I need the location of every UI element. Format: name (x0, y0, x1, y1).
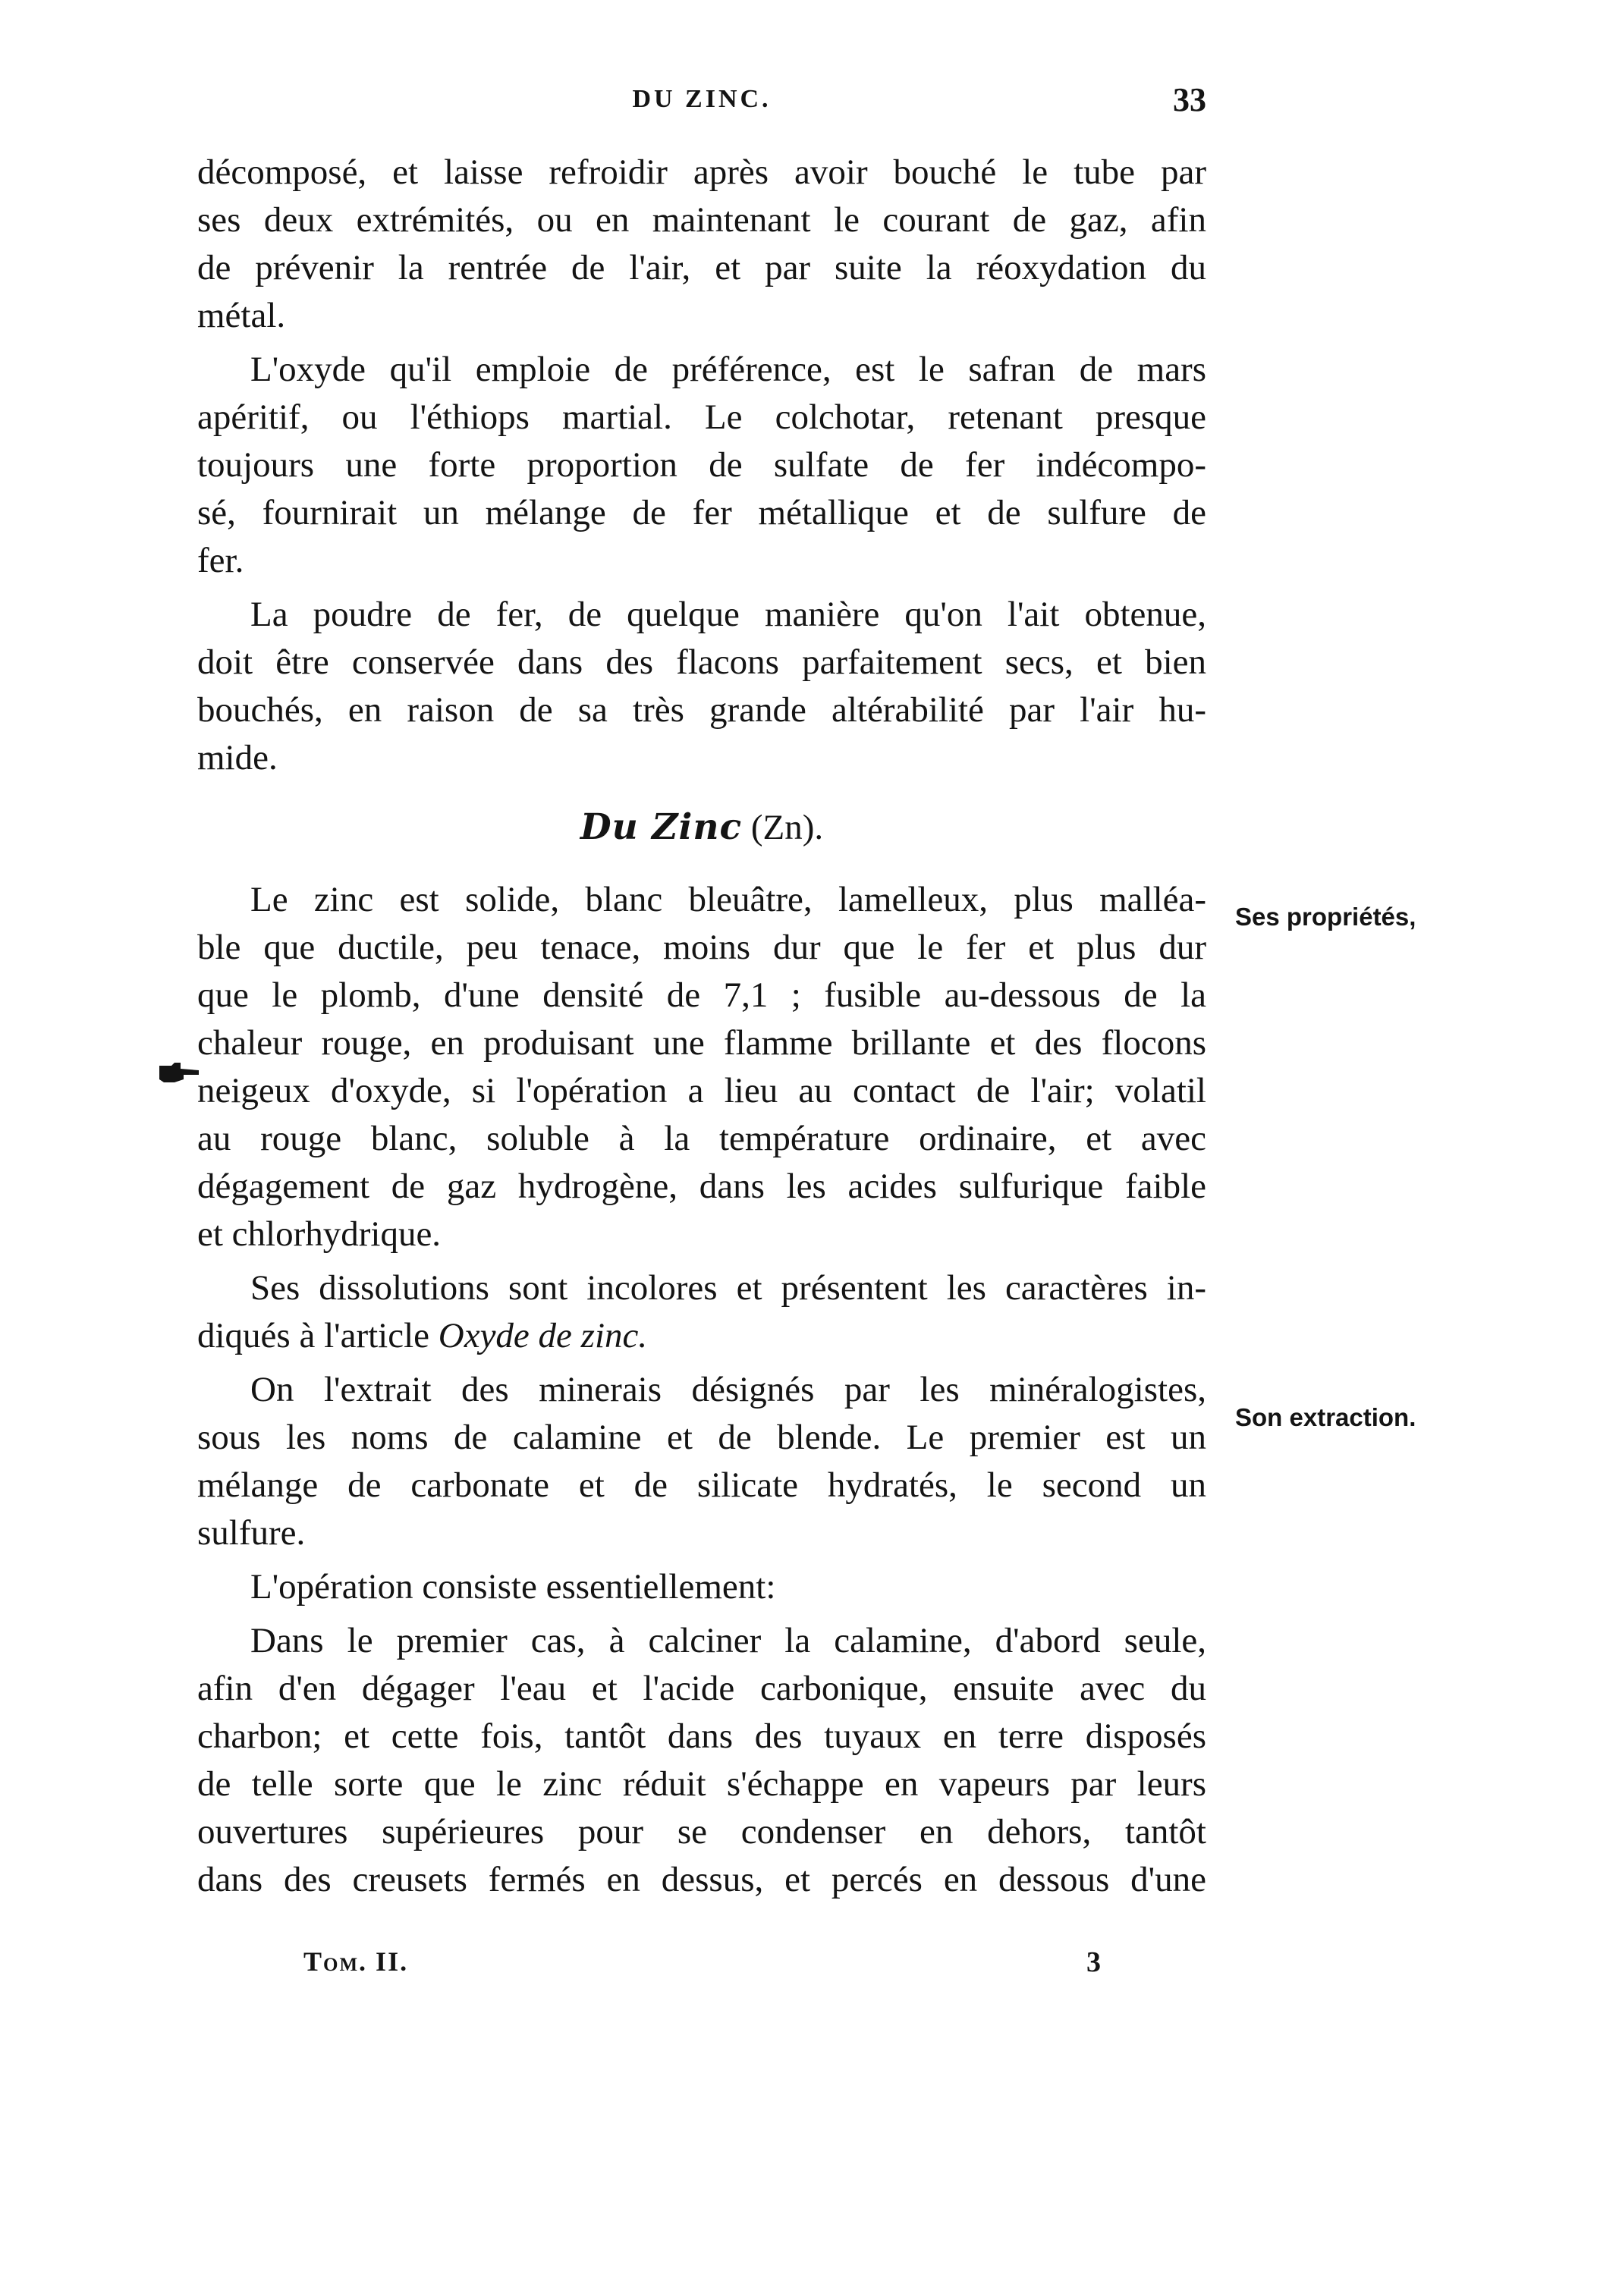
section-heading (197, 782, 1206, 858)
signature-mark: Tom. II. (303, 1946, 409, 1977)
text-line: sous les noms de calamine et de blende. Le premier est un (197, 1418, 1206, 1457)
text-line: fer. (197, 541, 244, 580)
text-line: et chlorhydrique. (197, 1214, 442, 1254)
text-line: ouvertures supérieures pour se condenser en dehors, tantôt (197, 1812, 1206, 1852)
text-line: sé, fournirait un mélange de fer métallique et de sulfure de (197, 493, 1206, 532)
text-line: Ses dissolutions sont incolores et présentent les caractères in- (250, 1268, 1206, 1308)
text-line: de telle sorte que le zinc réduit s'échappe en vapeurs par leurs (197, 1764, 1206, 1804)
italic-reference: Oxyde de zinc. (438, 1316, 648, 1355)
text-line: L'oxyde qu'il emploie de préférence, est le safran de mars (250, 350, 1206, 389)
text-line: afin d'en dégager l'eau et l'acide carbonique, ensuite avec du (197, 1669, 1206, 1708)
page-header (197, 81, 1206, 130)
text-line (197, 1312, 1206, 1360)
text-line: charbon; et cette fois, tantôt dans des tuyaux en terre disposés (197, 1717, 1206, 1756)
text-line: bouchés, en raison de sa très grande altérabilité par l'air hu- (197, 690, 1206, 730)
text-line: dans des creusets fermés en dessus, et percés en dessous d'une (197, 1860, 1206, 1899)
text-line: apéritif, ou l'éthiops martial. Le colchotar, retenant presque (197, 397, 1206, 437)
paragraph-poudre (197, 591, 1206, 782)
page-footer (303, 1946, 1138, 1991)
paragraph-extraction (197, 1366, 1206, 1557)
paragraph-oxyde (197, 346, 1206, 585)
text-fragment: diqués à l'article (197, 1316, 439, 1355)
text-line: de prévenir la rentrée de l'air, et par suite la réoxydation du (197, 248, 1206, 287)
text-line: doit être conservée dans des flacons parfaitement secs, et bien (197, 642, 1206, 682)
text-line: dégagement de gaz hydrogène, dans les acides sulfurique faible (197, 1167, 1206, 1206)
text-line: ble que ductile, peu tenace, moins dur que le fer et plus dur (197, 928, 1206, 967)
text-line: au rouge blanc, soluble à la température ordinaire, et avec (197, 1119, 1206, 1158)
text-line: Dans le premier cas, à calciner la calamine, d'abord seule, (250, 1621, 1206, 1660)
text-line: L'opération consiste essentiellement: (250, 1567, 776, 1607)
paragraph-premier-cas (197, 1617, 1206, 1904)
page-number: 33 (1173, 81, 1206, 118)
text-line: neigeux d'oxyde, si l'opération a lieu au contact de l'air; volatil (197, 1071, 1206, 1110)
text-line: ses deux extrémités, ou en maintenant le courant de gaz, afin (197, 200, 1206, 240)
text-line: décomposé, et laisse refroidir après avoir bouché le tube par (197, 152, 1206, 192)
paragraph-dissolutions (197, 1264, 1206, 1360)
text-line: mélange de carbonate et de silicate hydratés, le second un (197, 1465, 1206, 1505)
text-line: Le zinc est solide, blanc bleuâtre, lamelleux, plus malléa- (250, 880, 1206, 919)
pointing-hand-icon (158, 1060, 200, 1085)
text-line: sulfure. (197, 1513, 306, 1553)
margin-note-properties: Ses propriétés, (1235, 903, 1416, 931)
text-line: On l'extrait des minerais désignés par les minéralogistes, (250, 1370, 1206, 1409)
margin-note-extraction: Son extraction. (1235, 1403, 1416, 1431)
paragraph-zinc-properties (197, 876, 1206, 1258)
paragraph-continuation (197, 149, 1206, 340)
running-title: DU ZINC. (632, 85, 772, 113)
text-line: toujours une forte proportion de sulfate de fer indécompo- (197, 445, 1206, 485)
text-line: que le plomb, d'une densité de 7,1 ; fusible au-dessous de la (197, 975, 1206, 1015)
paragraph-operation (197, 1563, 1206, 1611)
body-text (197, 149, 1206, 1904)
sheet-number: 3 (1086, 1946, 1101, 1978)
text-line: La poudre de fer, de quelque manière qu'on l'ait obtenue, (250, 595, 1206, 634)
text-line: mide. (197, 738, 278, 777)
text-line: métal. (197, 296, 286, 335)
text-line: chaleur rouge, en produisant une flamme brillante et des flocons (197, 1023, 1206, 1063)
section-heading-gothic: Du Zinc (580, 806, 743, 848)
section-heading-symbol: (Zn). (750, 808, 824, 847)
